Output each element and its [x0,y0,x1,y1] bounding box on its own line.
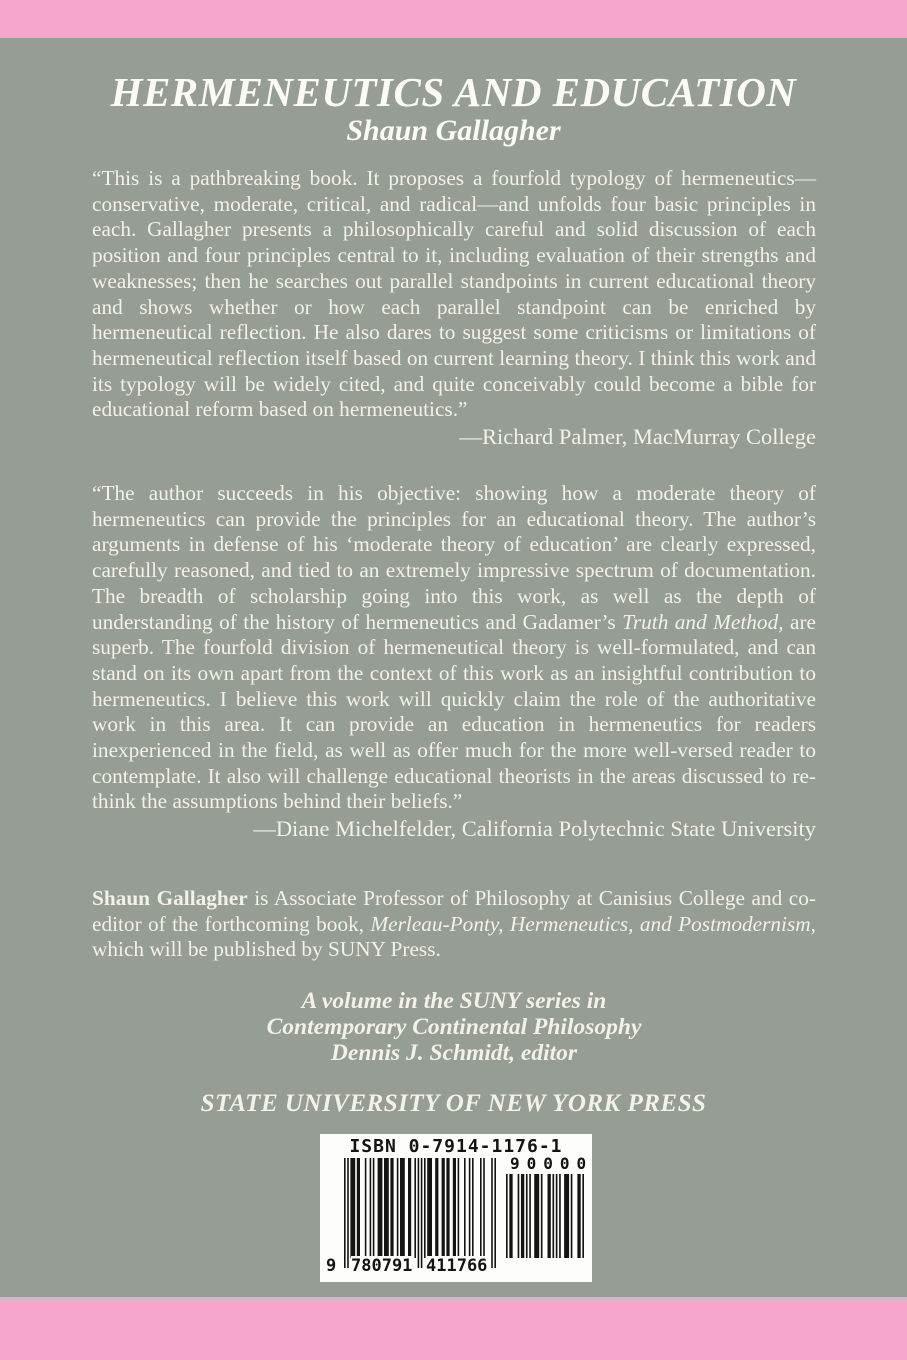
isbn-barcode-panel [320,1134,592,1282]
publisher-name: STATE UNIVERSITY OF NEW YORK PRESS [200,1090,707,1117]
bio-text-b: , which will be published by SUNY Press. [92,911,816,962]
series-note [92,988,816,1066]
review-2-attribution: —Diane Michelfelder, California Polytechnic State University [253,816,816,842]
book-author: Shaun Gallagher [346,114,561,147]
series-line-1: A volume in the SUNY series in [301,988,607,1014]
ean13-barcode [344,1158,496,1268]
book-title: HERMENEUTICS AND EDUCATION [110,69,797,115]
review-2 [92,481,816,842]
ean5-supplemental-barcode [506,1174,584,1258]
review-1-quote: “This is a pathbreaking book. It proposes a fourfold typology of hermeneutics—conservative, moderate, critical, and radical—and unfolds four basic principles in each. Gallagher presents a philosophically careful and solid discussion of each position and four principles central to it, including evaluation of their strengths and weaknesses; then he searches out parallel standpoints in current educational theory and shows whether or how each parallel standpoint can be enriched by hermeneutical reflection. He also dares to suggest some criticisms or limitations of hermeneutical reflection itself based on current learning theory. I think this work and its typology will be widely cited, and quite conceivably could become a bible for educational reform based on hermeneutics.” [92,166,816,422]
author-bio [92,886,816,963]
ean13-digit-group: 9 [326,1256,337,1276]
isbn-number: ISBN 0-7914-1176-1 [349,1136,563,1157]
cited-work-title: Truth and Method, [622,609,784,634]
review-1-attribution: —Richard Palmer, MacMurray College [459,424,816,450]
review-2-text-b: are superb. The fourfold division of hermeneutical theory is well-formulated, and can stand on its own apart from the context of this work as an insightful contribution to hermeneutics. I believe this work will quickly claim the role of the authoritative work in this area. It can provide an education in hermeneutics for readers inexperienced in the field, as well as offer much for the more well-versed reader to contemplate. It also will challenge educational theorists in the areas discussed to re-think the assumptions behind their beliefs.” [92,609,817,814]
bottom-transition-strip [0,1297,907,1302]
author-name-bold: Shaun Gallagher [92,886,248,910]
author-bio-text [92,886,816,963]
series-line-3: Dennis J. Schmidt, editor [330,1040,578,1066]
forthcoming-book-title: Merleau-Ponty, Hermeneutics, and Postmodernism [370,911,811,936]
ean13-digit-group: 780791 [351,1256,413,1276]
bio-text-a: is Associate Professor of Philosophy at Canisius College and co-editor of the forthcoming book, [92,886,817,936]
review-1 [92,166,816,450]
review-2-quote [92,481,816,815]
series-line-2: Contemporary Continental Philosophy [266,1014,642,1040]
ean13-digit-group: 411766 [426,1256,488,1276]
review-2-text-a: “The author succeeds in his objective: showing how a moderate theory of hermeneutics can provide the principles for an educational theory. The author’s arguments in defense of his ‘moderate theory of education’ are clearly expressed, carefully reasoned, and tied to an extremely impressive spectrum of documentation. The breadth of scholarship going into this work, as well as the depth of understanding of the history of hermeneutics and Gadamer’s [92,481,816,634]
price-add-on-code: 90000 [510,1154,594,1173]
